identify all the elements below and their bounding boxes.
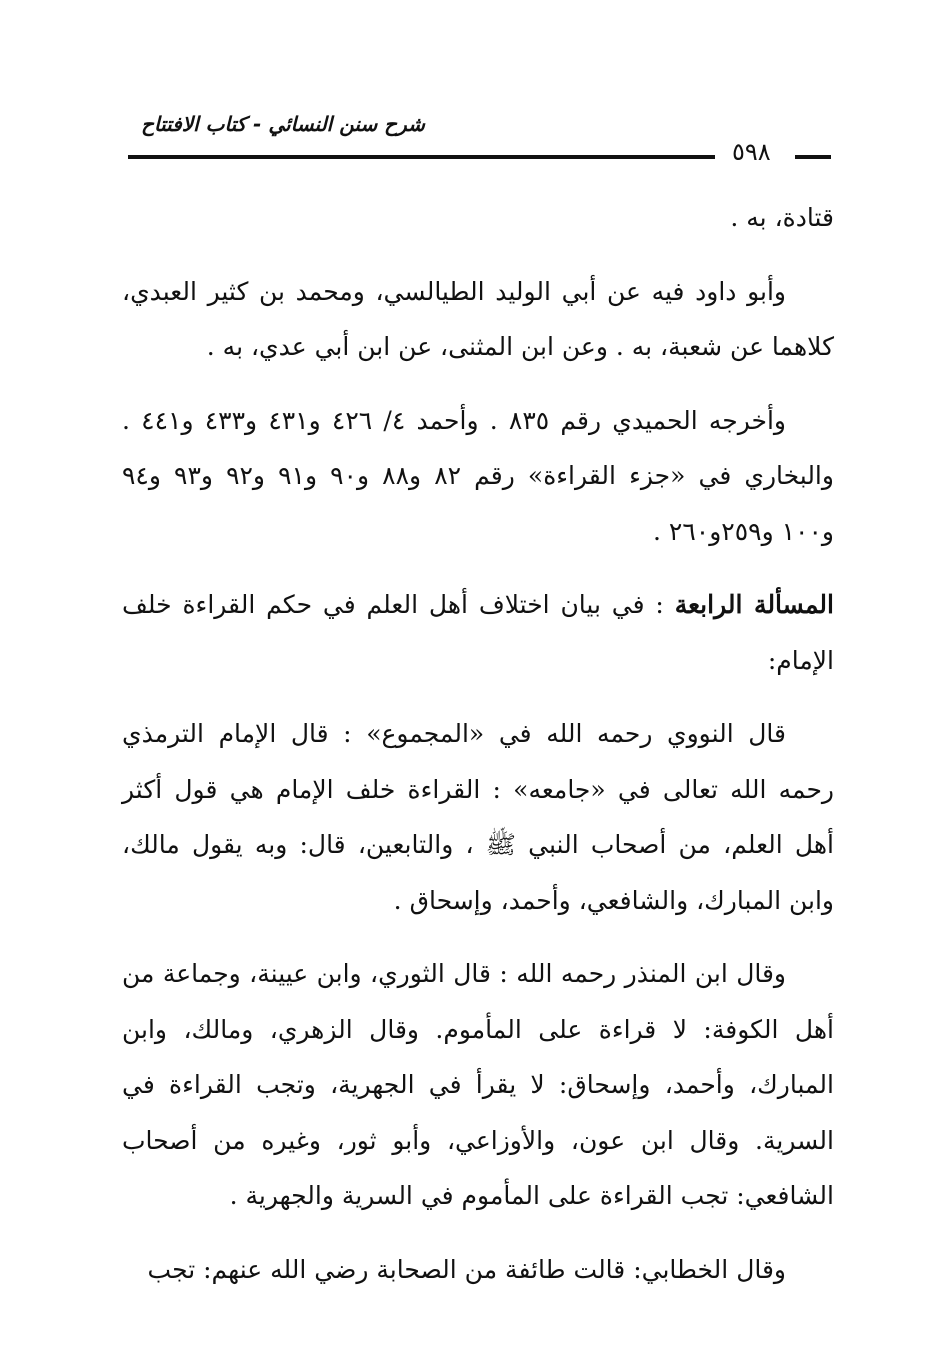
running-header-title: شرح سنن النسائي - كتاب الافتتاح xyxy=(141,112,425,136)
body-text xyxy=(122,190,834,1315)
paragraph-khattabi: وقال الخطابي: قالت طائفة من الصحابة رضي الله عنهم: تجب xyxy=(147,1254,786,1284)
issue-heading: المسألة الرابعة xyxy=(674,590,834,619)
paragraph-fourth-issue xyxy=(122,577,834,688)
paragraph-continuation: قتادة، به . xyxy=(730,203,834,232)
paragraph-abu-dawud: وأبو داود فيه عن أبي الوليد الطيالسي، ومحمد بن كثير العبدي، كلاهما عن شعبة، به . وعن ابن المثنى، عن ابن أبي عدي، به . xyxy=(122,276,834,361)
paragraph-ibn-al-mundhir: وقال ابن المنذر رحمه الله : قال الثوري، وابن عيينة، وجماعة من أهل الكوفة: لا قراءة على المأموم. وقال الزهري، ومالك، وابن المبارك، وأحمد، وإسحاق: لا يقرأ في الجهرية، وتجب القراءة في السرية. وقال ابن عون، والأوزاعي، وأبو ثور، وغيره من أصحاب الشافعي: تجب القراءة على المأموم في السرية والجهرية . xyxy=(122,959,834,1210)
paragraph-nawawi: قال النووي رحمه الله في «المجموع» : قال الإمام الترمذي رحمه الله تعالى في «جامعه» : القراءة خلف الإمام هي قول أكثر أهل العلم، من أصحاب النبي ﷺ ، والتابعين، قال: وبه يقول مالك، وابن المبارك، والشافعي، وأحمد، وإسحاق . xyxy=(122,719,834,915)
header-rule xyxy=(128,155,715,159)
page-number: ٥٩٨ xyxy=(732,138,771,166)
paragraph-takhrij: وأخرجه الحميدي رقم ٨٣٥ . وأحمد ٤/ ٤٢٦ و٤٣١ و٤٣٣ و٤٤١ . والبخاري في «جزء القراءة» رقم ٨٢ و٨٨ و٩٠ و٩١ و٩٢ و٩٣ و٩٤ و١٠٠ و٢٥٩و٢٦٠ . xyxy=(122,405,834,546)
page-number-dash xyxy=(795,155,831,159)
issue-heading-text: : في بيان اختلاف أهل العلم في حكم القراءة خلف الإمام: xyxy=(122,590,834,675)
